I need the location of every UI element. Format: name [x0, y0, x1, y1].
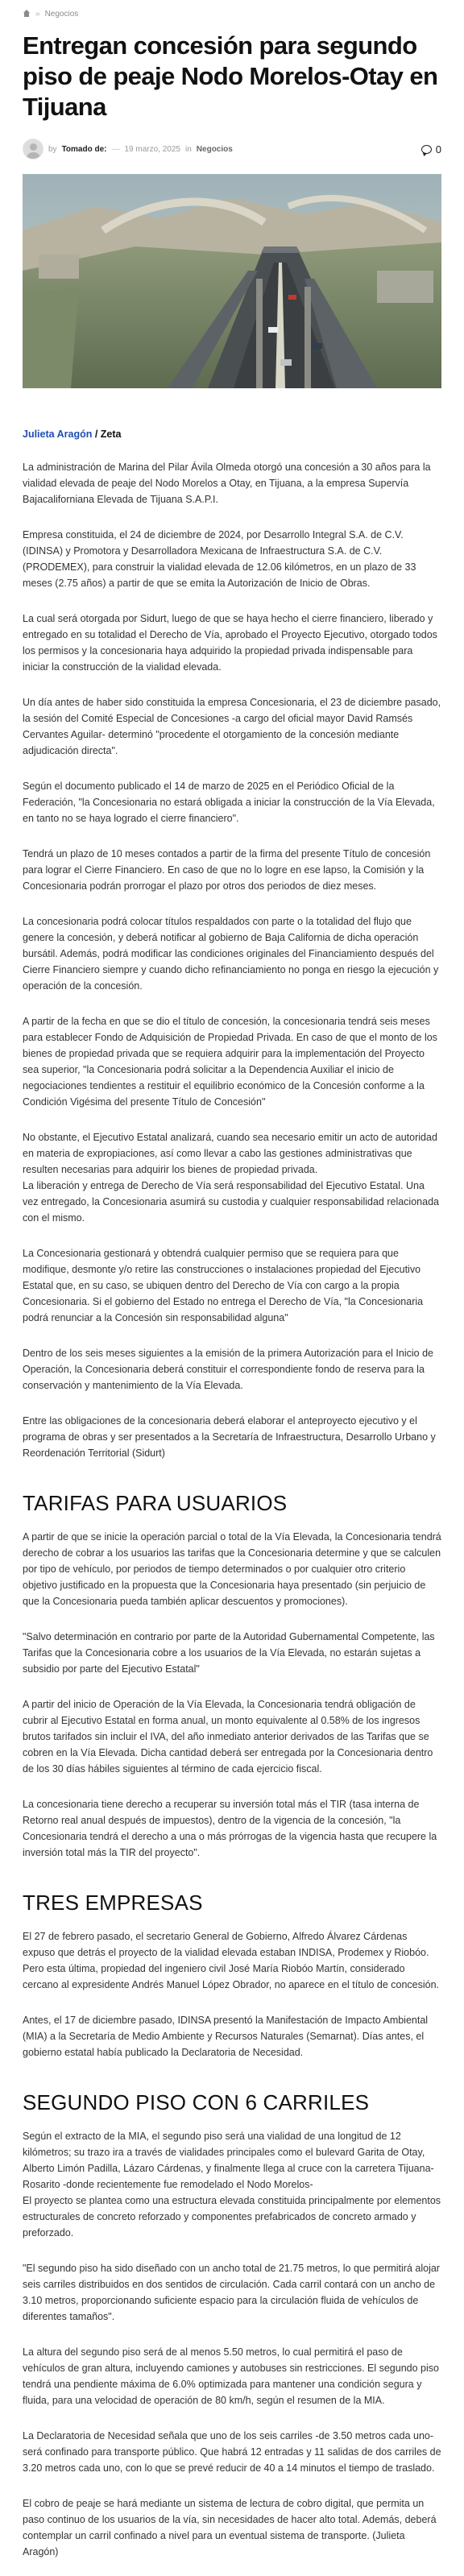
comments-link[interactable] [421, 143, 441, 155]
paragraph: La concesionaria tiene derecho a recuperar su inversión total más el TIR (tasa interna de Retorno real anual después de impuestos), dentro de la vigencia de la concesión, "la Concesionaria tendrá el derecho a una o más prórrogas de la vigencia hasta que recupere la inversión total más la TIR del proyecto". [23, 1799, 437, 1858]
paragraph: A partir de que se inicie la operación parcial o total de la Vía Elevada, la Concesionaria tendrá derecho de cobrar a los usuarios las tarifas que la Concesionaria determine y que se calculen por tipo de vehículo, por periodos de tiempo determinados o por cualquier otro criterio objetivo justificado en la propuesta que la Concesionaria haya presentado (sin perjuicio de que la Concesionaria pueda también aplicar descuentos y promociones). [23, 1531, 441, 1607]
highway-rendering-image [23, 174, 441, 388]
paragraph: Entre las obligaciones de la concesionaria deberá elaborar el anteproyecto ejecutivo y el programa de obras y ser presentados a la Secretaría de Infraestructura, Desarrollo Urbano y Reordenación Territorial (Sidurt) [23, 1415, 436, 1459]
meta-divider: — [111, 144, 120, 154]
comment-icon [421, 145, 432, 154]
paragraph: Un día antes de haber sido constituida la empresa Concesionaria, el 23 de diciembre pasado, la sesión del Comité Especial de Concesiones -a cargo del oficial mayor David Ramsés Cervantes Aguilar- determinó "procedente el otorgamiento de la concesión mediante adjudicación directa". [23, 697, 441, 756]
paragraph: La Declaratoria de Necesidad señala que uno de los seis carriles -de 3.50 metros cada uno- será confinado para transporte público. Que habrá 12 entradas y 11 salidas de dos carriles de 3.20 metros cada uno, con lo que se prevé reducir de 40 a 14 minutos el tiempo de traslado. [23, 2430, 441, 2474]
paragraph: La cual será otorgada por Sidurt, luego de que se haya hecho el cierre financiero, liberado y entregado en su totalidad el Derecho de Vía, aprobado el Proyecto Ejecutivo, otorgado todos los permisos y la concesionaria haya adquirido la propiedad privada indispensable para iniciar la construcción de la vialidad elevada. [23, 613, 437, 673]
author-link[interactable]: Tomado de: [61, 144, 107, 154]
paragraph: La Concesionaria gestionará y obtendrá cualquier permiso que se requiera para que modifique, desmonte y/o retire las construcciones o instalaciones propiedad del Ejecutivo Estatal que, en su caso, se ubiquen dentro del Derecho de Vía con cargo a la propia Concesionaria. Si el gobierno del Estado no entrega el Derecho de Vía, "la Concesionaria podrá renunciar a la Concesión sin responsabilidad alguna" [23, 1248, 424, 1323]
section-heading-carriles: SEGUNDO PISO CON 6 CARRILES [23, 2090, 370, 2114]
paragraph: La concesionaria podrá colocar títulos respaldados con parte o la totalidad del flujo que genere la concesión, y deberá notificar al gobierno de Baja California de dicha operación bursátil. Además, podrá modificar las condiciones originales del Financiamiento después del Cierre Financiero siempre y cuando dicho refinanciamiento no ponga en riesgo la ejecución y operación de la concesión. [23, 916, 439, 992]
section-heading-tarifas: TARIFAS PARA USUARIOS [23, 1491, 288, 1515]
article-byline [23, 429, 441, 440]
paragraph: Según el extracto de la MIA, el segundo piso será una vialidad de una longitud de 12 kilómetros; su trazo ira a través de vialidades principales como el bulevard Garita de Otay, Alberto Limón Padilla, Lázaro Cárdenas, y finalmente llega al cruce con la carretera Tijuana-Rosarito -donde recientemente fue remodelado el Nodo Morelos- [23, 2131, 434, 2190]
article-title: Entregan concesión para segundo piso de peaje Nodo Morelos-Otay en Tijuana [23, 31, 438, 121]
paragraph: Según el documento publicado el 14 de marzo de 2025 en el Periódico Oficial de la Federación, "la Concesionaria no estará obligada a iniciar la construcción de la Vía Elevada, en tanto no se haya logrado el cierre financiero". [23, 781, 435, 824]
breadcrumb-separator: » [35, 9, 40, 19]
publish-date: 19 marzo, 2025 [124, 144, 180, 154]
paragraph: Tendrá un plazo de 10 meses contados a partir de la firma del presente Título de concesión para lograr el Cierre Financiero. En caso de que no lo logre en ese lapso, la Comisión y la Concesionaria podrán prorrogar el plazo por otros dos periodos de diez meses. [23, 848, 431, 892]
paragraph: A partir del inicio de Operación de la Vía Elevada, la Concesionaria tendrá obligación de cubrir al Ejecutivo Estatal en forma anual, un monto equivalente al 0.58% de los ingresos brutos tarifados sin incluir el IVA, del año inmediato anterior derivados de las Tarifas que se cobren en la Vía Elevada. Dicha cantidad deberá ser entregada por la Concesionaria dentro de los 30 días hábiles siguientes al término de cada ejercicio fiscal. [23, 1699, 433, 1775]
byline-outlet: Zeta [100, 429, 122, 440]
paragraph: La altura del segundo piso será de al menos 5.50 metros, lo cual permitirá el paso de vehículos de gran altura, incluyendo camiones y autobuses sin restricciones. El segundo piso tendrá una pendiente máxima de 6.0% optimizada para mantener una condición segura y fluida, para una velocidad de operación de 80 km/h, según el resumen de la MIA. [23, 2346, 439, 2406]
paragraph: Antes, el 17 de diciembre pasado, IDINSA presentó la Manifestación de Impacto Ambiental (MIA) a la Secretaría de Medio Ambiente y Recursos Naturales (Semarnat). Días antes, el gobierno estatal había publicado la Declaratoria de Necesidad. [23, 2015, 429, 2058]
paragraph: La administración de Marina del Pilar Ávila Olmeda otorgó una concesión a 30 años para la vialidad elevada de peaje del Nodo Morelos a Otay, en Tijuana, a la empresa Supervía Bajacaliforniana Elevada de Tijuana S.A.P.I. [23, 462, 431, 505]
byline-author[interactable]: Julieta Aragón [23, 429, 93, 440]
paragraph: El proyecto se plantea como una estructura elevada constituida principalmente por elementos estructurales de concreto reforzado y componentes prefabricados de concreto armado y preforzado. [23, 2195, 441, 2238]
paragraph: El 27 de febrero pasado, el secretario General de Gobierno, Alfredo Álvarez Cárdenas expuso que detrás el proyecto de la vialidad elevada estaban INDISA, Prodemex y Riobóo. Pero esta última, propiedad del ingeniero civil José María Riobóo Martín, considerado cercano al expresidente Andrés Manuel López Obrador, no aparece en el título de concesión. [23, 1931, 440, 1990]
paragraph: "El segundo piso ha sido diseñado con un ancho total de 21.75 metros, lo que permitirá alojar seis carriles distribuidos en dos sentidos de circulación. Cada carril contará con un ancho de 3.10 metros, proporcionando suficiente espacio para la circulación fluida de vehículos de diferentes tamaños". [23, 2263, 440, 2322]
paragraph: Empresa constituida, el 24 de diciembre de 2024, por Desarrollo Integral S.A. de C.V. (IDINSA) y Promotora y Desarrolladora Mexicana de Infraestructura S.A. de C.V. (PRODEMEX), para construir la vialidad elevada de 12.06 kilómetros, en un plazo de 33 meses (2.75 años) a partir de que se emita la Autorización de Inicio de Obras. [23, 529, 416, 589]
by-label: by [48, 144, 57, 154]
category-link[interactable]: Negocios [196, 144, 233, 154]
comment-count: 0 [435, 143, 441, 155]
article-meta [23, 137, 441, 161]
article-body [23, 459, 441, 2576]
paragraph: La liberación y entrega de Derecho de Vía será responsabilidad del Ejecutivo Estatal. Una vez entregado, la Concesionaria asumirá su custodia y cualquier responsabilidad relacionada con el mismo. [23, 1180, 439, 1224]
home-icon[interactable] [23, 10, 31, 18]
paragraph: No obstante, el Ejecutivo Estatal analizará, cuando sea necesario emitir un acto de autoridad en materia de expropiaciones, así como llevar a cabo las gestiones administrativas que resulten necesarias para adquirir los bienes de propiedad privada. [23, 1132, 437, 1175]
in-label: in [185, 144, 192, 154]
paragraph: "Salvo determinación en contrario por parte de la Autoridad Gubernamental Competente, las Tarifas que la Concesionaria cobre a los usuarios de la Vía Elevada, no estarán sujetas a subsidio por parte del Ejecutivo Estatal" [23, 1631, 435, 1675]
hero-image [23, 174, 441, 388]
section-heading-empresas: TRES EMPRESAS [23, 1891, 203, 1915]
bottom-spacer [23, 2560, 441, 2576]
paragraph: A partir de la fecha en que se dio el título de concesión, la concesionaria tendrá seis meses para establecer Fondo de Adquisición de Propiedad Privada. En caso de que el monto de los bienes de propiedad privada que se requiera adquirir para la implementación del Proyecto sea superior, "la Concesionaria podrá solicitar a la Dependencia Auxiliar el inicio de negociaciones tendientes a restituir el equilibrio económico de la Concesión conforme a la Condición Vigésima del presente Título de Concesión" [23, 1016, 437, 1108]
author-avatar[interactable] [23, 139, 44, 159]
paragraph: Dentro de los seis meses siguientes a la emisión de la primera Autorización para el Inicio de Operación, la Concesionaria deberá constituir el correspondiente fondo de reserva para la conservación y mantenimiento de la Vía Elevada. [23, 1348, 433, 1391]
paragraph: El cobro de peaje se hará mediante un sistema de lectura de cobro digital, que permita un paso continuo de los usuarios de la vía, sin necesidades de hacer alto total. Además, deberá contemplar un carril confinado a nivel para un eventual sistema de transporte. (Julieta Aragón) [23, 2498, 437, 2557]
breadcrumb [23, 0, 441, 27]
breadcrumb-category-link[interactable]: Negocios [44, 9, 79, 19]
byline-separator: / [92, 429, 101, 440]
